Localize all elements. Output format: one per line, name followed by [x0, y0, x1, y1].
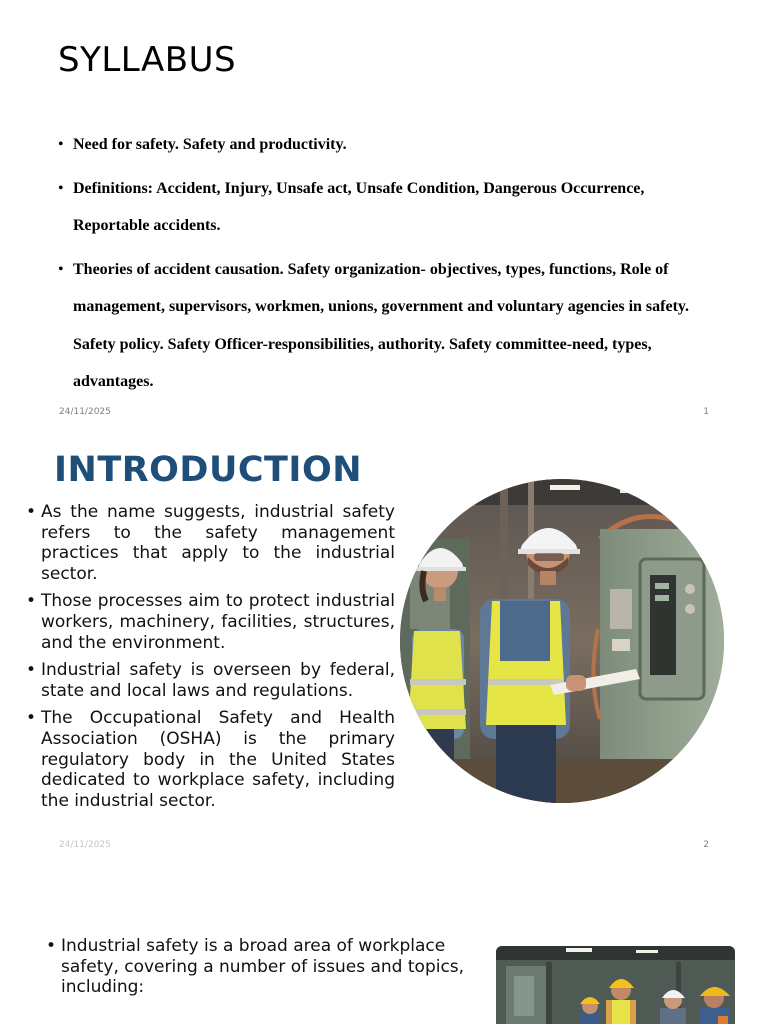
- bullet-text: As the name suggests, industrial safety refers to the safety management practices that apply to the industrial sector.: [41, 502, 395, 584]
- slide-date: 24/11/2025: [59, 407, 111, 417]
- bullet-icon: •: [58, 260, 64, 278]
- factory-workers-photo-icon: [496, 946, 735, 1024]
- bullet-text: Need for safety. Safety and productivity.: [73, 136, 347, 153]
- factory-workers-photo: [496, 946, 735, 1024]
- industrial-workers-photo-icon: [400, 479, 724, 803]
- slide-introduction: [0, 430, 768, 860]
- introduction-bullet: [26, 660, 395, 701]
- bullet-icon: •: [26, 502, 37, 522]
- topics-bullet-list: [46, 936, 466, 998]
- bullet-icon: •: [26, 708, 37, 729]
- syllabus-bullet: [58, 251, 708, 401]
- syllabus-bullet: [58, 126, 708, 164]
- bullet-text: Industrial safety is overseen by federal, state and local laws and regulations.: [41, 660, 395, 701]
- bullet-icon: •: [46, 936, 57, 956]
- slide-title: INTRODUCTION: [54, 450, 362, 490]
- introduction-bullet: [26, 708, 395, 811]
- bullet-icon: •: [26, 591, 37, 612]
- bullet-text: Industrial safety is a broad area of workplace safety, covering a number of issues and topics, including:: [61, 936, 465, 998]
- workers-inspection-photo: [400, 479, 724, 803]
- bullet-text: Theories of accident causation. Safety organization- objectives, types, functions, Role of management, supervisors, workmen, unions, government and voluntary agencies in safety. Safety policy. Safety Officer-responsibilities, authority. Safety committee-need, types, advantages.: [73, 260, 690, 390]
- slide-title: SYLLABUS: [58, 40, 237, 80]
- introduction-bullet: [26, 591, 395, 653]
- introduction-bullet-list: [26, 502, 395, 818]
- topics-bullet: [46, 936, 466, 998]
- bullet-text: Those processes aim to protect industrial workers, machinery, facilities, structures, and the environment.: [41, 591, 395, 653]
- bullet-icon: •: [58, 179, 64, 197]
- bullet-text: The Occupational Safety and Health Association (OSHA) is the primary regulatory body in the United States dedicated to workplace safety, including the industrial sector.: [41, 708, 395, 811]
- slide-industrial-safety-topics: [0, 860, 768, 1024]
- slide-page-number: 2: [703, 840, 709, 850]
- bullet-icon: •: [58, 136, 64, 153]
- bullet-icon: •: [26, 660, 37, 681]
- slide-date: 24/11/2025: [59, 840, 111, 850]
- syllabus-bullet-list: [58, 126, 708, 407]
- syllabus-bullet: [58, 170, 708, 245]
- slide-syllabus: [0, 0, 768, 430]
- bullet-text: Definitions: Accident, Injury, Unsafe act, Unsafe Condition, Dangerous Occurrence, Reportable accidents.: [73, 179, 645, 234]
- introduction-bullet: [26, 502, 395, 584]
- slide-page-number: 1: [703, 407, 709, 417]
